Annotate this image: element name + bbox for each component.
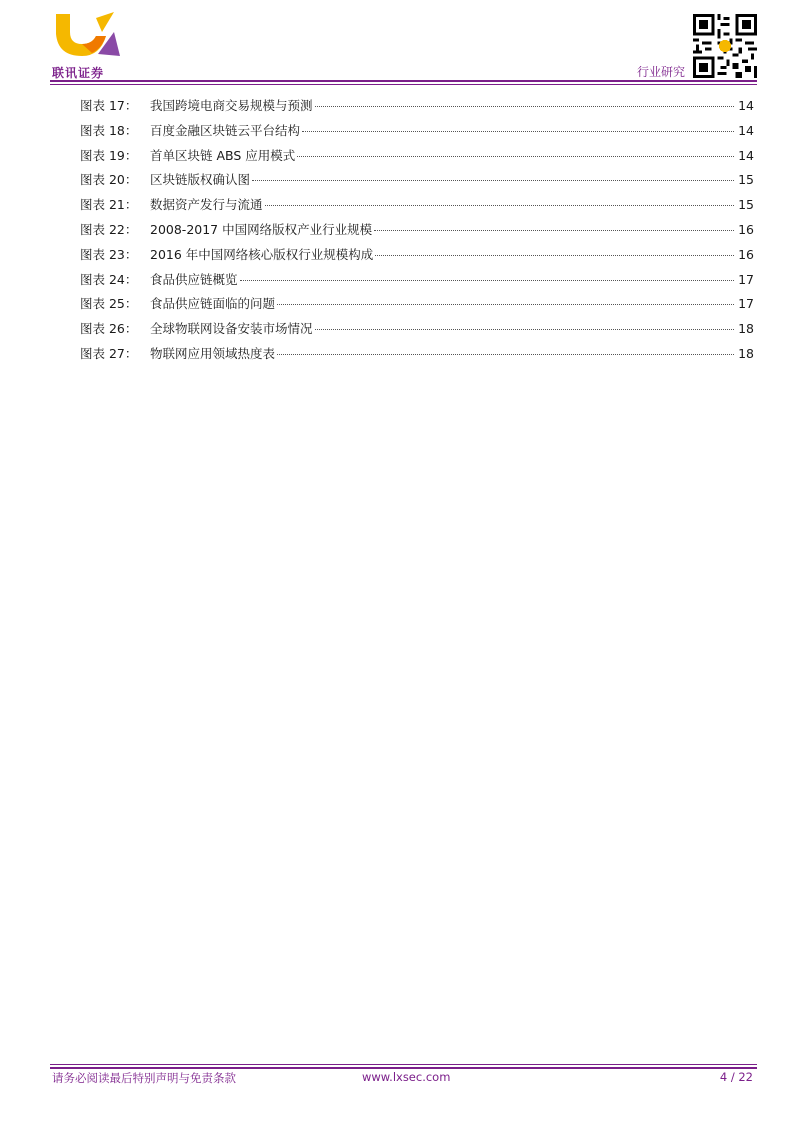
toc-entry-page[interactable]: 16 — [738, 221, 754, 237]
toc-entry[interactable] — [80, 268, 754, 293]
toc-entry-title[interactable]: 全球物联网设备安装市场情况 — [150, 321, 313, 337]
toc-entry[interactable] — [80, 292, 754, 317]
toc-dot-leader — [374, 216, 734, 231]
toc-dot-leader — [315, 315, 734, 330]
footer-rule-thick — [50, 1067, 757, 1069]
toc-entry-page[interactable]: 18 — [738, 345, 754, 361]
toc-entry-page[interactable]: 14 — [738, 147, 754, 163]
toc-entry-title[interactable]: 首单区块链 ABS 应用模式 — [150, 147, 296, 163]
footer-website-link[interactable]: www.lxsec.com — [362, 1070, 451, 1084]
toc-dot-leader — [302, 117, 734, 132]
toc-entry-page[interactable]: 14 — [738, 98, 754, 113]
footer-page-number: 4 / 22 — [719, 1070, 753, 1084]
toc-entry-page[interactable]: 14 — [738, 122, 754, 138]
toc-entry-page[interactable]: 17 — [738, 296, 754, 312]
toc-entry-label: 图表 22： — [80, 221, 138, 237]
toc-entry-title[interactable]: 数据资产发行与流通 — [150, 197, 263, 213]
toc-entry-label: 图表 23： — [80, 246, 138, 262]
toc-entry-label: 图表 26： — [80, 321, 138, 337]
figure-index — [80, 94, 754, 367]
toc-entry-label: 图表 27： — [80, 345, 138, 361]
toc-dot-leader — [252, 166, 734, 181]
toc-entry[interactable] — [80, 193, 754, 218]
toc-entry-title[interactable]: 我国跨境电商交易规模与预测 — [150, 98, 313, 113]
toc-entry-title[interactable]: 食品供应链面临的问题 — [150, 296, 276, 312]
toc-dot-leader — [375, 241, 734, 256]
footer-rule-thin — [50, 1064, 757, 1065]
toc-entry-label: 图表 25： — [80, 296, 138, 312]
toc-entry-page[interactable]: 18 — [738, 321, 754, 337]
toc-dot-leader — [277, 340, 734, 355]
toc-entry[interactable] — [80, 144, 754, 169]
toc-entry-title[interactable]: 物联网应用领域热度表 — [150, 345, 276, 361]
toc-entry-label: 图表 20： — [80, 172, 138, 188]
toc-entry[interactable] — [80, 317, 754, 342]
toc-entry[interactable] — [80, 342, 754, 367]
section-label: 行业研究 — [636, 65, 685, 79]
toc-entry-label: 图表 17： — [80, 98, 138, 113]
toc-dot-leader — [240, 266, 734, 281]
toc-entry[interactable] — [80, 119, 754, 144]
company-name: 联讯证券 — [52, 66, 105, 80]
header-rule-thin — [50, 84, 757, 85]
toc-dot-leader — [265, 191, 734, 206]
toc-entry[interactable] — [80, 94, 754, 119]
toc-entry[interactable] — [80, 243, 754, 268]
company-logo — [52, 10, 122, 62]
toc-entry-page[interactable]: 16 — [738, 246, 754, 262]
toc-entry[interactable] — [80, 218, 754, 243]
toc-entry-label: 图表 21： — [80, 197, 138, 213]
toc-entry[interactable] — [80, 168, 754, 193]
toc-entry-title[interactable]: 2008-2017 中国网络版权产业行业规模 — [150, 221, 373, 237]
toc-entry-title[interactable]: 2016 年中国网络核心版权行业规模构成 — [150, 246, 374, 262]
toc-entry-page[interactable]: 15 — [738, 197, 754, 213]
toc-dot-leader — [315, 92, 734, 107]
qr-code-icon — [693, 14, 757, 78]
toc-entry-label: 图表 24： — [80, 271, 138, 287]
toc-entry-title[interactable]: 食品供应链概览 — [150, 271, 238, 287]
toc-entry-label: 图表 18： — [80, 122, 138, 138]
toc-entry-label: 图表 19： — [80, 147, 138, 163]
toc-entry-page[interactable]: 15 — [738, 172, 754, 188]
toc-dot-leader — [277, 290, 734, 305]
header-rule-thick — [50, 80, 757, 82]
toc-entry-title[interactable]: 百度金融区块链云平台结构 — [150, 122, 301, 138]
toc-entry-page[interactable]: 17 — [738, 271, 754, 287]
toc-entry-title[interactable]: 区块链版权确认图 — [150, 172, 251, 188]
toc-dot-leader — [297, 142, 734, 157]
page-header — [0, 0, 793, 90]
footer-disclaimer[interactable]: 请务必阅读最后特别声明与免责条款 — [52, 1071, 236, 1085]
